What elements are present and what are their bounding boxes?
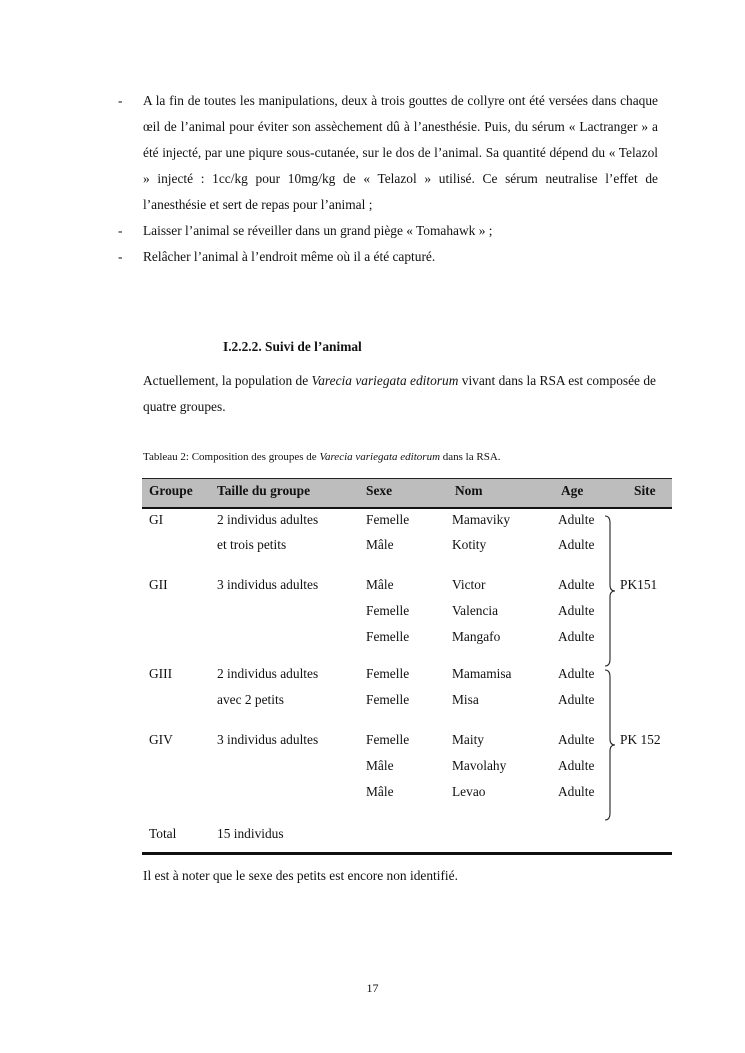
bullet-marker: - xyxy=(118,93,123,108)
cell-taille: 3 individus adultes xyxy=(217,732,319,747)
cell-nom: Kotity xyxy=(452,537,487,552)
cell-sexe: Mâle xyxy=(366,758,394,773)
total-label: Total xyxy=(149,826,177,841)
cell-nom: Levao xyxy=(452,784,486,799)
table-caption xyxy=(143,451,501,463)
procedure-list xyxy=(118,88,658,270)
cell-nom: Mangafo xyxy=(452,629,501,644)
header-groupe: Groupe xyxy=(149,483,193,498)
cell-nom: Victor xyxy=(452,577,486,592)
caption-text: Tableau 2: Composition des groupes de xyxy=(143,451,320,463)
cell-taille: et trois petits xyxy=(217,537,287,552)
list-item xyxy=(118,88,658,218)
list-item-text: Laisser l’animal se réveiller dans un grand piège « Tomahawk » ; xyxy=(143,223,493,238)
cell-age: Adulte xyxy=(558,512,595,527)
cell-nom: Misa xyxy=(452,692,479,707)
cell-nom: Maity xyxy=(452,732,484,747)
table-row xyxy=(142,758,672,778)
cell-sexe: Femelle xyxy=(366,603,410,618)
bullet-marker: - xyxy=(118,223,123,238)
cell-sexe: Femelle xyxy=(366,692,410,707)
total-value: 15 individus xyxy=(217,826,284,841)
cell-sexe: Mâle xyxy=(366,577,394,592)
cell-age: Adulte xyxy=(558,603,595,618)
species-name: Varecia variegata editorum xyxy=(319,451,441,463)
cell-groupe: GII xyxy=(149,577,168,592)
cell-groupe: GI xyxy=(149,512,164,527)
list-item xyxy=(118,218,658,244)
site-brace-pk151 xyxy=(603,515,617,667)
table-body xyxy=(142,509,672,855)
table-row xyxy=(142,732,672,752)
cell-taille: 2 individus adultes xyxy=(217,666,319,681)
cell-age: Adulte xyxy=(558,732,595,747)
cell-taille: 3 individus adultes xyxy=(217,577,319,592)
cell-sexe: Femelle xyxy=(366,666,410,681)
section-heading: I.2.2.2. Suivi de l’animal xyxy=(223,339,362,354)
table-row xyxy=(142,537,672,557)
cell-nom: Mamaviky xyxy=(452,512,511,527)
cell-nom: Mamamisa xyxy=(452,666,512,681)
table-row xyxy=(142,512,672,532)
intro-text: vivant dans la RSA est composée de quatre groupes. xyxy=(143,373,657,414)
cell-age: Adulte xyxy=(558,666,595,681)
page-number: 17 xyxy=(366,981,379,995)
cell-age: Adulte xyxy=(558,692,595,707)
cell-age: Adulte xyxy=(558,577,595,592)
table-row xyxy=(142,666,672,686)
header-age: Age xyxy=(561,483,584,498)
group-composition-table xyxy=(142,478,672,855)
table-row xyxy=(142,629,672,649)
bullet-marker: - xyxy=(118,249,123,264)
table-total-row xyxy=(142,826,672,846)
caption-text: dans la RSA. xyxy=(440,451,501,463)
intro-paragraph xyxy=(143,368,656,420)
cell-taille: avec 2 petits xyxy=(217,692,284,707)
intro-text: Actuellement, la population de xyxy=(143,373,312,388)
table-header-row xyxy=(142,478,672,509)
list-item xyxy=(118,244,658,270)
header-taille: Taille du groupe xyxy=(217,483,311,498)
site-brace-pk152 xyxy=(603,669,617,821)
cell-sexe: Mâle xyxy=(366,784,394,799)
table-row xyxy=(142,577,672,597)
table-row xyxy=(142,784,672,804)
cell-site: PK151 xyxy=(620,577,658,592)
cell-age: Adulte xyxy=(558,758,595,773)
table-row xyxy=(142,603,672,623)
cell-site: PK 152 xyxy=(620,732,661,747)
cell-groupe: GIII xyxy=(149,666,173,681)
header-site: Site xyxy=(634,483,656,498)
cell-groupe: GIV xyxy=(149,732,173,747)
cell-taille: 2 individus adultes xyxy=(217,512,319,527)
cell-nom: Mavolahy xyxy=(452,758,507,773)
cell-sexe: Femelle xyxy=(366,629,410,644)
cell-sexe: Femelle xyxy=(366,512,410,527)
cell-age: Adulte xyxy=(558,629,595,644)
list-item-text: A la fin de toutes les manipulations, deux à trois gouttes de collyre ont été versées dans chaque œil de l’animal pour éviter son assèchement dû à l’anesthésie. Puis, du sérum « Lactranger » a été injecté, par une piqure sous-cutanée, sur le dos de l’animal. Sa quantité dépend du « Telazol » injecté : 1cc/kg pour 10mg/kg de « Telazol » utilisé. Ce sérum neutralise l’effet de l’anesthésie et sert de repas pour l’animal ; xyxy=(143,93,658,212)
cell-nom: Valencia xyxy=(452,603,499,618)
cell-sexe: Mâle xyxy=(366,537,394,552)
species-name: Varecia variegata editorum xyxy=(311,373,459,388)
cell-age: Adulte xyxy=(558,537,595,552)
table-row xyxy=(142,692,672,712)
header-nom: Nom xyxy=(455,483,483,498)
cell-sexe: Femelle xyxy=(366,732,410,747)
cell-age: Adulte xyxy=(558,784,595,799)
list-item-text: Relâcher l’animal à l’endroit même où il a été capturé. xyxy=(143,249,436,264)
note-paragraph: Il est à noter que le sexe des petits est encore non identifié. xyxy=(143,868,458,883)
header-sexe: Sexe xyxy=(366,483,393,498)
